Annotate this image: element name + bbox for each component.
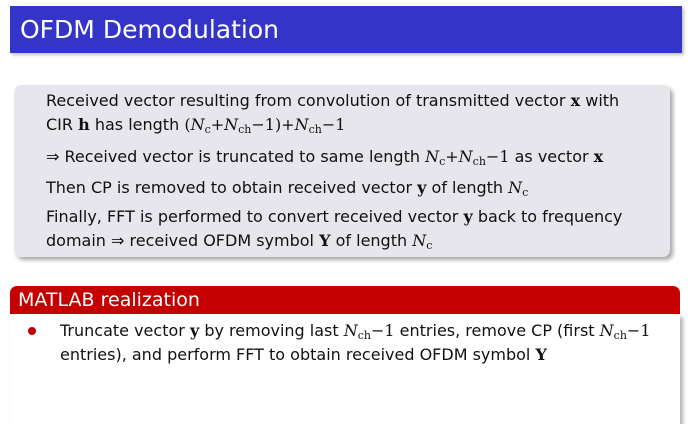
block-line-1	[46, 89, 619, 113]
block-line-2	[46, 113, 345, 142]
math-y: y	[189, 321, 200, 340]
block-text: of length	[431, 178, 504, 197]
block-line-4	[46, 176, 528, 205]
matlab-line-2	[60, 343, 547, 367]
block-text: domain ⇒ received OFDM symbol	[46, 231, 314, 250]
math-y: y	[417, 178, 427, 197]
math-nc: $N_c$	[508, 178, 529, 199]
math-nc: $N_c$	[412, 231, 433, 252]
matlab-text: entries, remove CP (first	[399, 321, 595, 340]
matlab-block-title: MATLAB realization	[18, 289, 200, 311]
math-x: x	[593, 147, 604, 166]
matlab-block-header	[10, 286, 680, 314]
block-line-5	[46, 205, 622, 229]
block-text: Finally, FFT is performed to convert received vector	[46, 207, 459, 226]
slide-title: OFDM Demodulation	[20, 15, 279, 44]
math-h: h	[78, 115, 90, 134]
math-Y: Y	[319, 231, 331, 250]
block-text: Received vector resulting from convolution of transmitted vector	[46, 91, 566, 110]
block-text: Received vector is truncated to same length	[64, 147, 420, 166]
math-nch-minus-1: $N_{ch}-1$	[599, 321, 651, 342]
matlab-text: entries), and perform FFT to obtain received OFDM symbol	[60, 345, 531, 364]
matlab-text: Truncate vector	[60, 321, 185, 340]
implies-arrow: ⇒	[46, 147, 60, 166]
block-text: has length	[94, 115, 180, 134]
math-nch-minus-1: $N_{ch}-1$	[343, 321, 395, 342]
math-Y: Y	[535, 345, 547, 364]
block-line-6	[46, 229, 432, 258]
math-length-expression: $(N_c+N_{ch}-1)+N_{ch}-1$	[184, 115, 346, 136]
block-text: as vector	[514, 147, 589, 166]
matlab-text: by removing last	[204, 321, 339, 340]
block-text: of length	[335, 231, 408, 250]
math-length-expression: $N_c+N_{ch}-1$	[425, 147, 510, 168]
block-text: Then CP is removed to obtain received vector	[46, 178, 413, 197]
block-text: back to frequency	[477, 207, 623, 226]
bullet-icon	[28, 327, 36, 335]
math-y: y	[463, 207, 473, 226]
title-bar	[10, 6, 682, 53]
block-line-3	[46, 145, 603, 174]
block-text: CIR	[46, 115, 74, 134]
block-text: with	[585, 91, 620, 110]
math-x: x	[570, 91, 581, 110]
